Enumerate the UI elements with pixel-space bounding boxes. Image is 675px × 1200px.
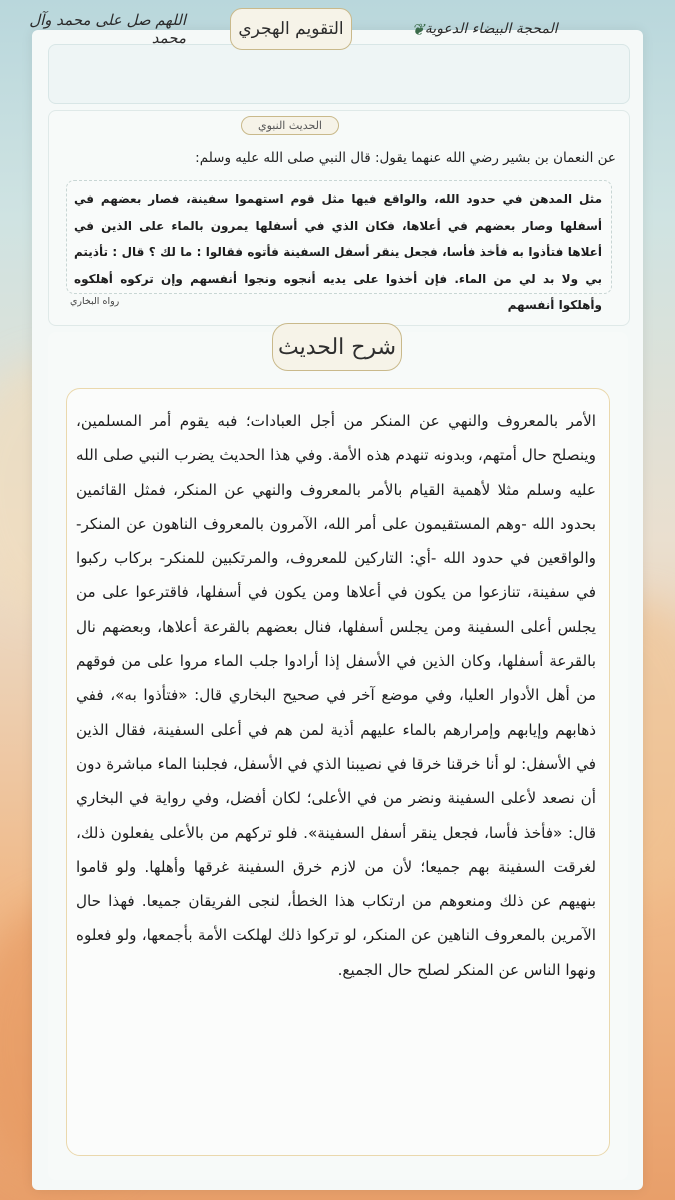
hadith-text: مثل المدهن في حدود الله، والواقع فيها مثل قوم استهموا سفينة، فصار بعضهم في أسفلها وصار بعضهم في أعلاها، فكان الذي في أسفلها يمرون بالماء على الذين في أعلاها فتأذوا به فأخذ فأسا، فجعل ينقر أسفل السفينة فأتوه فقالوا : ما لك ؟ قال : تأذيتم بي ولا بد لي من الماء. فإن أخذوا على يديه أنجوه ونجوا أنفسهم وإن تركوه أهلكوه وأهلكوا أنفسهم xyxy=(74,192,602,312)
brand-logo-text xyxy=(400,12,565,46)
hadith-narrator: عن النعمان بن بشير رضي الله عنهما يقول: قال النبي صلى الله عليه وسلم: xyxy=(195,150,616,166)
header-bar xyxy=(48,44,630,104)
logo-label: المحجة البيضاء الدعوية xyxy=(424,21,558,37)
hadith-source: رواه البخاري xyxy=(70,296,120,307)
commentary-title-badge: شرح الحديث xyxy=(272,323,402,371)
salawat-calligraphy: اللهم صل على محمد وآل محمد xyxy=(29,11,186,47)
leaf-icon: ❦ xyxy=(411,19,425,39)
calendar-title-badge: التقويم الهجري xyxy=(230,8,352,50)
hadith-section-tag: الحديث النبوي xyxy=(241,116,339,135)
commentary-text: الأمر بالمعروف والنهي عن المنكر من أجل العبادات؛ فبه يقوم أمر المسلمين، وينصلح حال أمتهم، وبدونه تنهدم هذه الأمة. وفي هذا الحديث يضرب النبي صلى الله عليه وسلم مثلا لأهمية القيام بالأمر بالمعروف والنهي عن المنكر، فمثل القائمين بحدود الله -وهم المستقيمون على أمر الله، الآمرون بالمعروف الناهون عن المنكر- والواقعين في حدود الله -أي: التاركين للمعروف، والمرتكبين للمنكر- بركاب ركبوا في سفينة، تنازعوا من يكون في أعلاها ومن يكون في أسفلها، فاقترعوا على من يجلس أعلى السفينة ومن يجلس أسفلها، فنال بعضهم بالقرعة أعلاها، وبعضهم نال بالقرعة أسفلها، وكان الذين في الأسفل إذا أرادوا جلب الماء مروا على من فوقهم من أهل الأدوار العليا، وفي موضع آخر في صحيح البخاري قال: «فتأذوا به»، ففي ذهابهم وإيابهم وإمرارهم بالماء عليهم أذية لمن هم في أعلى السفينة، فقال الذين في الأسفل: لو أنا خرقنا خرقا في نصيبنا الذي في الأسفل، فجلبنا الماء مباشرة دون أن نصعد لأعلى السفينة ونضر من في الأعلى؛ لكان أفضل، وفي رواية في البخاري قال: «فأخذ فأسا، فجعل ينقر أسفل السفينة». فلو تركهم من بالأعلى يفعلون ذلك، لغرقت السفينة بهم جميعا؛ لأن من لازم خرق السفينة غرقها وأهلها. ولو قاموا بنهيهم عن ذلك ومنعوهم من ارتكاب هذا الخطأ، لنجى الفريقان جميعا. فهذا حال الآمرين بالمعروف الناهين عن المنكر، لو تركوا ذلك لهلكت الأمة بأجمعها، ولو فعلوه ونهوا الناس عن المنكر لصلح حال الجميع. xyxy=(76,412,596,979)
